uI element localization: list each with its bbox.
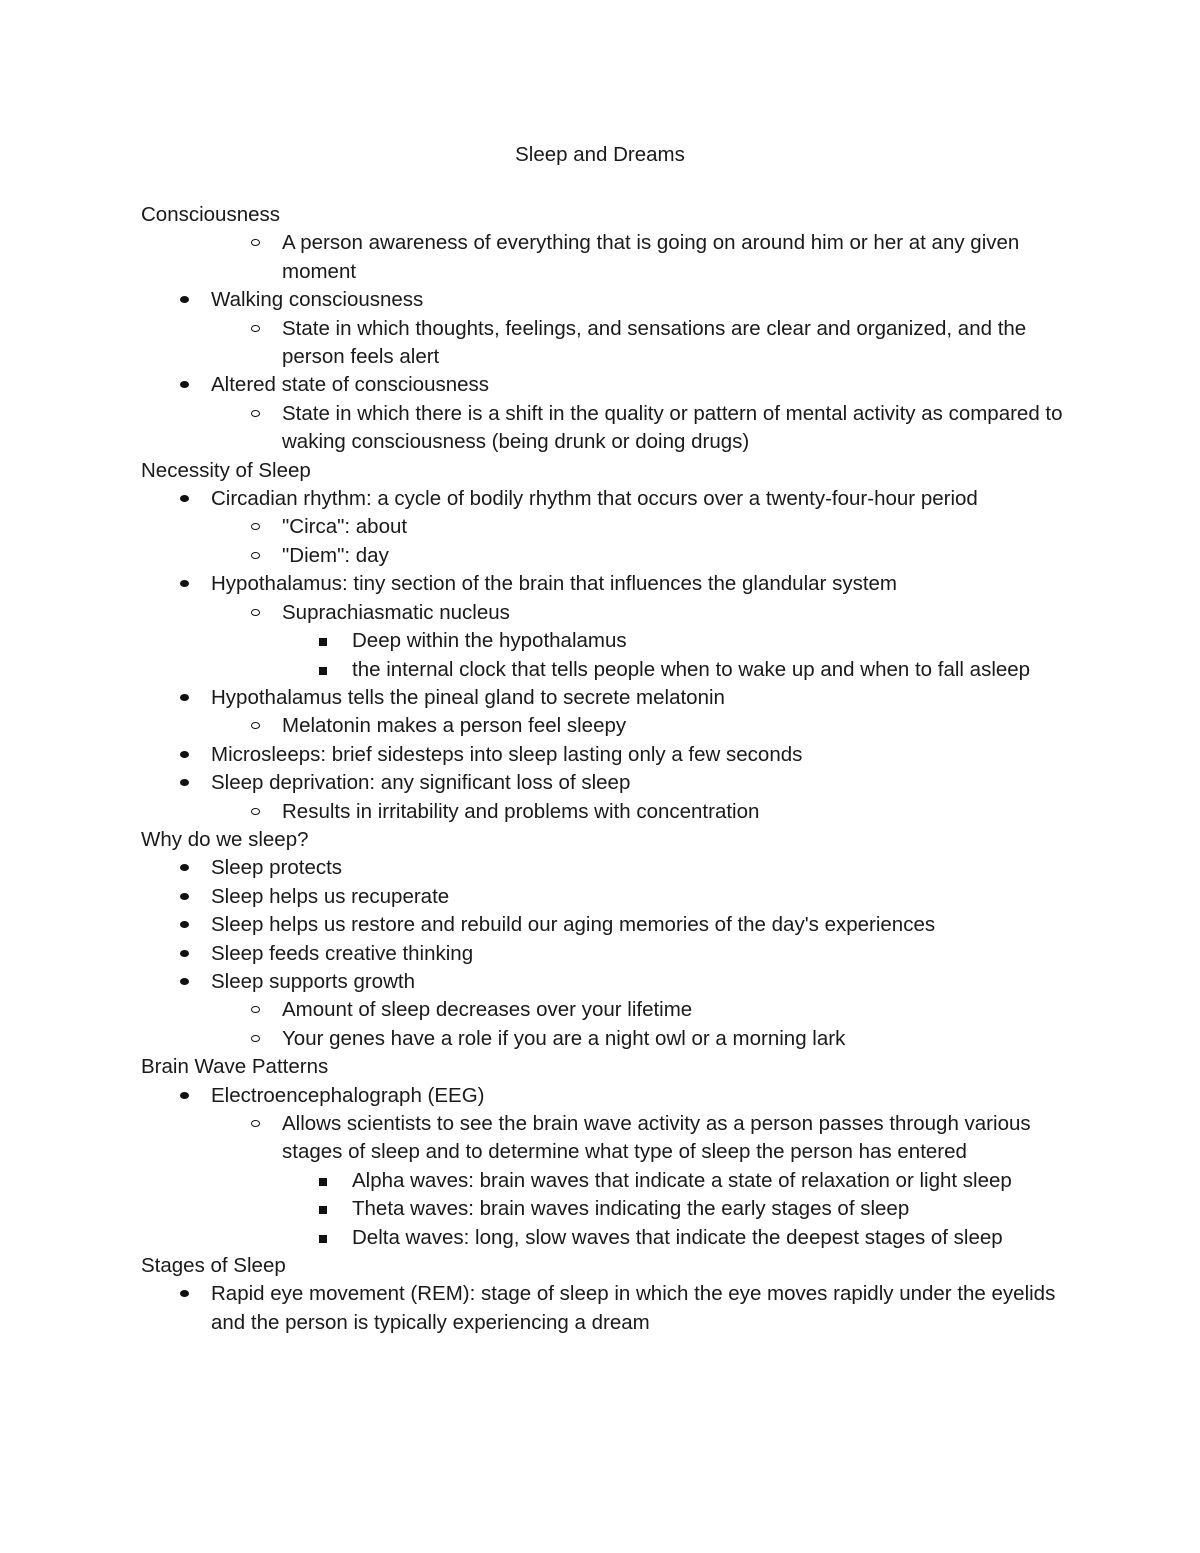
list-item: [141, 570, 1071, 598]
item-text: Sleep deprivation: any significant loss of sleep: [211, 771, 631, 795]
item-text: Theta waves: brain waves indicating the early stages of sleep: [352, 1197, 910, 1221]
filled-bullet-icon: [178, 883, 198, 911]
item-text: Results in irritability and problems with concentration: [282, 799, 760, 823]
filled-bullet-icon: [178, 769, 198, 797]
filled-bullet-icon: [178, 940, 198, 968]
item-text: Stages of Sleep: [141, 1254, 286, 1278]
item-text: Your genes have a role if you are a night owl or a morning lark: [282, 1026, 846, 1050]
list-item: [141, 1167, 1071, 1195]
list-item: [141, 996, 1071, 1024]
section-heading: [141, 1252, 1071, 1280]
item-text: A person awareness of everything that is going on around him or her at any given moment: [282, 231, 1020, 283]
filled-bullet-icon: [178, 286, 198, 314]
item-text: State in which thoughts, feelings, and sensations are clear and organized, and the person feels alert: [282, 316, 1027, 369]
item-text: Consciousness: [141, 203, 281, 226]
item-text: Microsleeps: brief sidesteps into sleep lasting only a few seconds: [211, 742, 803, 766]
square-bullet-icon: [317, 627, 337, 655]
filled-bullet-icon: [178, 570, 198, 598]
hollow-circle-bullet-icon: [249, 712, 269, 740]
list-item: [141, 968, 1071, 996]
square-bullet-icon: [317, 1195, 337, 1223]
item-text: the internal clock that tells people when to wake up and when to fall asleep: [352, 657, 1031, 681]
hollow-circle-bullet-icon: [249, 599, 269, 627]
item-text: Necessity of Sleep: [141, 458, 311, 482]
filled-bullet-icon: [178, 741, 198, 769]
hollow-circle-bullet-icon: [249, 996, 269, 1024]
list-item: [141, 1082, 1071, 1110]
item-text: Electroencephalograph (EEG): [211, 1083, 485, 1107]
list-item: [141, 627, 1071, 655]
list-item: [141, 1280, 1071, 1337]
hollow-circle-bullet-icon: [249, 798, 269, 826]
filled-bullet-icon: [178, 1082, 198, 1110]
page-title: Sleep and Dreams: [515, 143, 685, 166]
item-text: Alpha waves: brain waves that indicate a state of relaxation or light sleep: [352, 1168, 1012, 1192]
square-bullet-icon: [317, 1224, 337, 1252]
section-heading: [141, 201, 1071, 229]
item-text: "Circa": about: [282, 515, 408, 539]
filled-bullet-icon: [178, 485, 198, 513]
square-bullet-icon: [317, 1167, 337, 1195]
item-text: Hypothalamus: tiny section of the brain that influences the glandular system: [211, 572, 897, 596]
list-item: [141, 883, 1071, 911]
section-heading: [141, 826, 1071, 854]
list-item: [141, 684, 1071, 712]
section-heading: [141, 1053, 1071, 1081]
hollow-circle-bullet-icon: [249, 542, 269, 570]
item-text: Walking consciousness: [211, 288, 424, 312]
item-text: Deep within the hypothalamus: [352, 629, 627, 653]
filled-bullet-icon: [178, 1280, 198, 1308]
list-item: [141, 599, 1071, 627]
filled-bullet-icon: [178, 684, 198, 712]
list-item: [141, 769, 1071, 797]
list-item: [141, 513, 1071, 541]
filled-bullet-icon: [178, 854, 198, 882]
list-item: [141, 315, 1071, 372]
hollow-circle-bullet-icon: [249, 1025, 269, 1053]
item-text: Sleep helps us restore and rebuild our aging memories of the day's experiences: [211, 913, 936, 937]
hollow-circle-bullet-icon: [249, 1110, 269, 1138]
item-text: "Diem": day: [282, 543, 389, 567]
item-text: Hypothalamus tells the pineal gland to secrete melatonin: [211, 685, 725, 709]
hollow-circle-bullet-icon: [249, 513, 269, 541]
list-item: [141, 371, 1071, 399]
list-item: [141, 854, 1071, 882]
item-text: Sleep supports growth: [211, 969, 415, 993]
item-text: Melatonin makes a person feel sleepy: [282, 714, 627, 738]
filled-bullet-icon: [178, 911, 198, 939]
item-text: Rapid eye movement (REM): stage of sleep in which the eye moves rapidly under the eyelids and the person is typically experiencing a dream: [211, 1282, 1056, 1334]
item-text: State in which there is a shift in the quality or pattern of mental activity as compared to waking consciousness (being drunk or doing drugs): [282, 401, 1063, 454]
outline-list: [141, 201, 1071, 1337]
item-text: Circadian rhythm: a cycle of bodily rhythm that occurs over a twenty-four-hour period: [211, 487, 978, 511]
list-item: [141, 911, 1071, 939]
list-item: [141, 940, 1071, 968]
list-item: [141, 1224, 1071, 1252]
item-text: Sleep helps us recuperate: [211, 884, 450, 908]
filled-bullet-icon: [178, 371, 198, 399]
list-item: [141, 286, 1071, 314]
list-item: [141, 712, 1071, 740]
item-text: Why do we sleep?: [141, 827, 309, 851]
list-item: [141, 1110, 1071, 1167]
list-item: [141, 798, 1071, 826]
square-bullet-icon: [317, 656, 337, 684]
item-text: Brain Wave Patterns: [141, 1055, 329, 1079]
item-text: Delta waves: long, slow waves that indicate the deepest stages of sleep: [352, 1225, 1003, 1249]
list-item: [141, 542, 1071, 570]
item-text: Sleep feeds creative thinking: [211, 941, 474, 965]
list-item: [141, 656, 1071, 684]
item-text: Altered state of consciousness: [211, 373, 490, 397]
item-text: Sleep protects: [211, 856, 343, 880]
item-text: Amount of sleep decreases over your lifetime: [282, 998, 693, 1022]
list-item: [141, 1195, 1071, 1223]
list-item: [141, 1025, 1071, 1053]
filled-bullet-icon: [178, 968, 198, 996]
hollow-circle-bullet-icon: [249, 315, 269, 343]
list-item: [141, 485, 1071, 513]
item-text: Suprachiasmatic nucleus: [282, 600, 510, 624]
section-heading: [141, 457, 1071, 485]
item-text: Allows scientists to see the brain wave activity as a person passes through various stages of sleep and to determine what type of sleep the person has entered: [282, 1112, 1031, 1164]
list-item: [141, 741, 1071, 769]
list-item: [141, 400, 1071, 457]
list-item: [141, 229, 1071, 286]
hollow-circle-bullet-icon: [249, 400, 269, 428]
hollow-circle-bullet-icon: [249, 229, 269, 257]
